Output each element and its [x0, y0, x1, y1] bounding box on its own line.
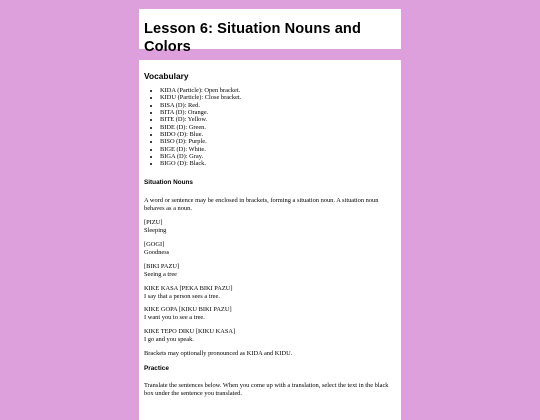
- page-title: Lesson 6: Situation Nouns and Colors: [144, 21, 361, 55]
- vocab-item: • KIDA (Particle): Open bracket.: [160, 87, 241, 94]
- vocab-item: • BIDE (D): Green.: [160, 124, 241, 131]
- practice-heading: Practice: [144, 365, 169, 372]
- vocab-item: • BIGE (D): White.: [160, 146, 241, 153]
- vocabulary-list: [144, 87, 241, 168]
- vocabulary-heading: Vocabulary: [144, 71, 189, 81]
- example-source: [BIKI PAZU]: [144, 263, 180, 270]
- example-source: [GOGI]: [144, 241, 165, 248]
- example-translation: I say that a person sees a tree.: [144, 292, 220, 300]
- example-block: [144, 306, 396, 321]
- example-source: KIKE TEPO DIKU [KIKU KASA]: [144, 328, 236, 335]
- vocab-item: • BISO (D): Purple.: [160, 138, 241, 145]
- vocab-item: • BITA (D): Orange.: [160, 109, 241, 116]
- example-source: [PIZU]: [144, 219, 163, 226]
- vocab-item: • BIGO (D): Black.: [160, 160, 241, 167]
- example-block: [144, 219, 396, 234]
- situation-nouns-intro: A word or sentence may be enclosed in brackets, forming a situation noun. A situation noun behaves as a noun.: [144, 197, 379, 212]
- content-panel: [139, 60, 401, 420]
- vocab-item: • BISA (D): Red.: [160, 102, 241, 109]
- situation-nouns-heading: Situation Nouns: [144, 179, 193, 186]
- example-block: [144, 263, 396, 278]
- vocab-item: • BIGA (D): Gray.: [160, 153, 241, 160]
- example-translation: Goodness: [144, 248, 170, 256]
- example-translation: Sleeping: [144, 226, 167, 234]
- example-block: [144, 241, 396, 256]
- example-block: [144, 328, 396, 343]
- vocab-item: • BIDO (D): Blue.: [160, 131, 241, 138]
- vocab-item: • BITE (D): Yellow.: [160, 116, 241, 123]
- example-source: KIKE KASA [PEKA BIKI PAZU]: [144, 285, 233, 292]
- example-block: [144, 285, 396, 300]
- example-translation: I go and you speak.: [144, 335, 194, 343]
- example-translation: Seeing a tree: [144, 270, 178, 278]
- vocab-item: • KIDU (Particle): Close bracket.: [160, 94, 241, 101]
- example-translation: I want you to see a tree.: [144, 313, 205, 321]
- practice-intro: Translate the sentences below. When you come up with a translation, select the text in the black box under the sentence you translated.: [144, 382, 389, 397]
- brackets-note: Brackets may optionally pronounced as KIDA and KIDU.: [144, 350, 293, 357]
- example-source: KIKE GOPA [KIKU BIKI PAZU]: [144, 306, 232, 313]
- title-panel: [139, 9, 401, 55]
